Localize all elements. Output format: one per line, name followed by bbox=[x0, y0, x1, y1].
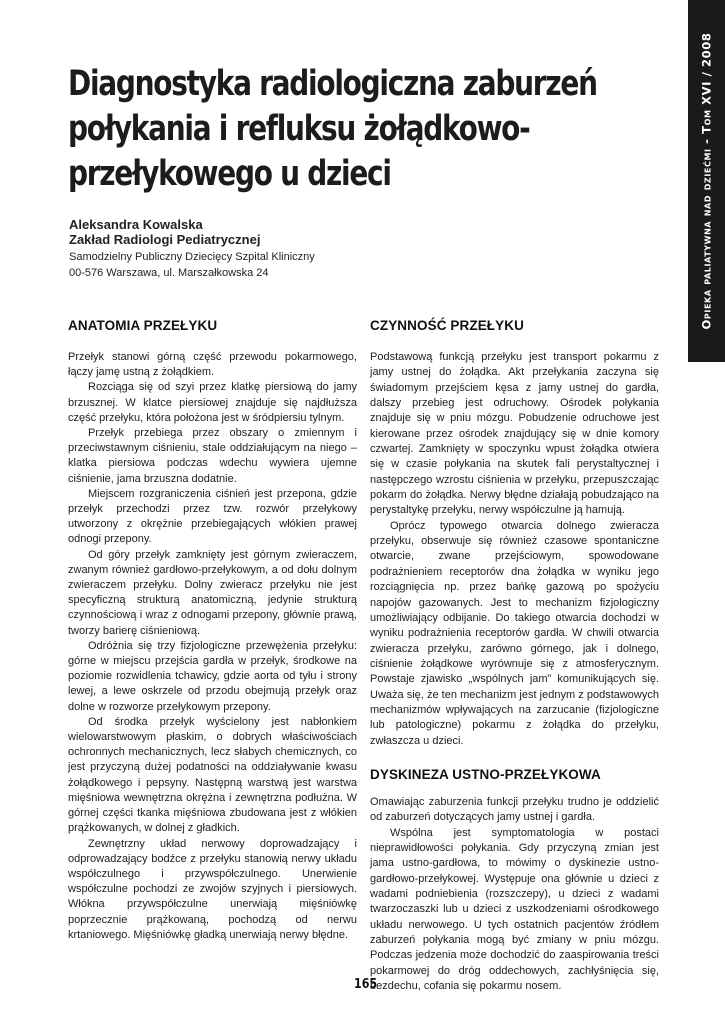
author-address: 00-576 Warszawa, ul. Marszałkowska 24 bbox=[69, 267, 269, 279]
paragraph: Odróżnia się trzy fizjologiczne przewężenia przełyku: górne w miejscu przejścia gardła w przełyk, środkowe na poziomie rozwidlenia tchawicy, gdzie aorta od tyłu i strony lewej, a lewe oskrzele od przodu obejmują przełyk oraz dolne w rozworze przełykowym przepony. bbox=[68, 639, 357, 713]
paragraph: Omawiając zaburzenia funkcji przełyku trudno je oddzielić od zaburzeń dotyczących jamy ustnej i gardła. bbox=[370, 795, 659, 824]
section-heading-anatomy: ANATOMIA PRZEŁYKU bbox=[68, 318, 218, 333]
right-column bbox=[370, 318, 659, 994]
paragraph: Rozciąga się od szyi przez klatkę piersiową do jamy brzusznej. W klatce piersiowej znajduje się najdłuższa część przełyku, która położona jest w śródpiersiu tylnym. bbox=[68, 381, 357, 424]
paragraph: Zewnętrzny układ nerwowy doprowadzający i odprowadzający bodźce z przełyku stanowią nerwy układu współczulnego i przywspółczulnego. Unerwienie współczulne pochodzi ze zwojów szyjnych i piersiowych. Włókna przywspółczulne unerwiają mięśniówkę poprzecznie prążkowaną, pochodzą od nerwu krtaniowego. Mięśniówkę gładką unerwiają nerwy błędne. bbox=[68, 837, 357, 941]
paragraph: Przełyk stanowi górną część przewodu pokarmowego, łączy jamę ustną z żołądkiem. bbox=[68, 351, 357, 379]
paragraph: Od środka przełyk wyścielony jest nabłonkiem wielowarstwowym płaskim, o dobrych właściwościach ochronnych mechanicznych, lecz słabych chemicznych, co jest przyczyną dużej podatności na oddziaływanie kwasu żołądkowego i pepsyny. Następną warstwą jest warstwa mięśniowa wewnętrzna okrężna i zewnętrzna podłużna. W górnej części tkanka mięśniowa zbudowana jest z włókien prążkowanych, w dolnej z gładkich. bbox=[68, 715, 357, 835]
journal-side-label: Opieka paliatywna nad dziećmi - Tom XVI / 2008 bbox=[699, 32, 714, 330]
author-department: Zakład Radiologi Pediatrycznej bbox=[69, 232, 261, 247]
page-number: 165 bbox=[354, 977, 378, 992]
author-name: Aleksandra Kowalska bbox=[69, 217, 203, 232]
paragraph: Oprócz typowego otwarcia dolnego zwieracza przełyku, obserwuje się również czasowe spontaniczne otwarcie, zwane przejściowym, spowodowane podrażnieniem receptorów dna żołądka w wyniku jego rozciągnięcia np. przez bańkę gazową po spożyciu napojów gazowanych. Jest to mechanizm fizjologiczny umożliwiający odbijanie. Do takiego otwarcia dochodzi w wyniku podrażnienia receptorów gardła. W chwili otwarcia zwieracza przełyku, zarówno górnego, jak i dolnego, ciśnienie żołądkowe wyrównuje się z atmosferycznym. Powstaje zjawisko „wspólnych jam” komunikujących się. Uważa się, że ten mechanizm jest jednym z podstawowych mechanizmów wpływających na zarzucanie (fizjologiczne lub patologiczne) pokarmu z żołądka do przełyku, zwłaszcza u dzieci. bbox=[370, 519, 659, 747]
section-heading-dyskinesia: DYSKINEZA USTNO-PRZEŁYKOWA bbox=[370, 766, 601, 782]
paragraph: Wspólna jest symptomatologia w postaci nieprawidłowości połykania. Gdy przyczyną zmian jest jama ustno-gardłowa, to mówimy o dyskinezie ustno-gardłowo-przełykowej. Występuje ona głównie u dzieci z wadami podniebienia (rozszczepy), u dzieci z wadami twarzoczaszki lub u dzieci z uszkodzeniami ośrodkowego układu nerwowego. U tych ostatnich pacjentów źródłem zaburzeń połykania mogą być zmiany w pniu mózgu. Podczas jedzenia może dochodzić do zaaspirowania treści pokarmowej do dróg oddechowych, zachłyśnięcia się, bezdechu, cofania się pokarmu nosem. bbox=[370, 826, 659, 993]
left-column bbox=[68, 318, 357, 943]
section-heading-function: CZYNNOŚĆ PRZEŁYKU bbox=[370, 318, 524, 333]
journal-side-label-container bbox=[688, 0, 725, 362]
author-block bbox=[69, 217, 469, 281]
paragraph: Podstawową funkcją przełyku jest transport pokarmu z jamy ustnej do żołądka. Akt przełykania zaczyna się świadomym przejściem kęsa z jamy ustnej do gardła, dalszy przebieg jest odruchowy. Ośrodek połykania znajduje się w pniu mózgu. Pobudzenie odruchowe jest kierowane przez ośrodek znajdujący się w dnie komory czwartej. Zamknięty w spoczynku wpust żołądka otwiera się w czasie połykania na skutek fali perystaltycznej i następczego wzrostu ciśnienia w przełyku, przepuszczając pokarm do żołądka. Nerwy błędne działają pobudzająco na perystaltykę przełyku, nerwy współczulne ją hamują. bbox=[370, 351, 659, 517]
article-title: Diagnostyka radiologiczna zaburzeń połykania i refluksu żołądkowo-przełykowego u dzieci bbox=[68, 64, 597, 194]
paragraph: Od góry przełyk zamknięty jest górnym zwieraczem, zwanym również gardłowo-przełykowym, a od dołu dolnym zwieraczem przełyku. Dolny zwieracz przełyku nie jest specyficzną strukturą anatomiczną, jedynie strukturą czynnościową i wraz z odnogami przepony, głównie prawą, tworzy barierę ciśnieniową. bbox=[68, 548, 357, 637]
paragraph: Miejscem rozgraniczenia ciśnień jest przepona, gdzie przełyk przechodzi przez tzw. rozwór przełykowy utworzony z okrężnie przebiegających włókien prawej odnogi przepony. bbox=[68, 487, 357, 546]
paragraph: Przełyk przebiega przez obszary o zmiennym i przeciwstawnym ciśnieniu, stale oddziałującym na niego – klatka piersiowa podczas wdechu wywiera ujemne ciśnienie, jama brzuszna dodatnie. bbox=[68, 427, 357, 485]
author-hospital: Samodzielny Publiczny Dziecięcy Szpital Kliniczny bbox=[69, 251, 315, 263]
